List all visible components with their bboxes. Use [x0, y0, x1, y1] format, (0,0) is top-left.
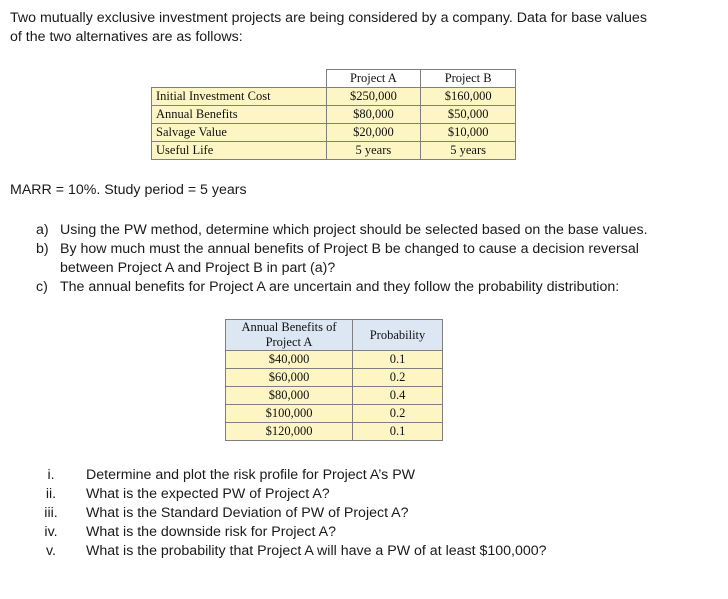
- header-benefits-line1: Annual Benefits of: [241, 320, 337, 334]
- subquestion-label: i.: [47, 467, 55, 483]
- project-data-table: [151, 69, 516, 160]
- cell-a: $250,000: [326, 88, 421, 106]
- prob-cell: 0.4: [353, 387, 443, 405]
- cell-a: 5 years: [326, 142, 421, 160]
- question-label: b): [36, 241, 49, 257]
- row-label: Initial Investment Cost: [152, 88, 327, 106]
- table-row: [226, 387, 443, 405]
- question-text: The annual benefits for Project A are uncertain and they follow the probability distribution:: [60, 279, 620, 295]
- prob-cell: 0.1: [353, 351, 443, 369]
- marr-statement: MARR = 10%. Study period = 5 years: [10, 182, 247, 198]
- header-annual-benefits: [226, 320, 353, 351]
- subquestion-i: [36, 466, 415, 485]
- subquestion-v: [36, 542, 547, 561]
- benefit-cell: $120,000: [226, 423, 353, 441]
- header-project-a: Project A: [326, 70, 421, 88]
- subquestion-iii: [36, 504, 409, 523]
- intro-line-1: Two mutually exclusive investment projects are being considered by a company. Data for base values: [10, 10, 647, 26]
- cell-b: $160,000: [421, 88, 516, 106]
- subquestion-label: iv.: [44, 524, 58, 540]
- question-text: By how much must the annual benefits of Project B be changed to cause a decision reversal: [60, 241, 639, 257]
- table-row: [152, 124, 516, 142]
- prob-cell: 0.2: [353, 369, 443, 387]
- question-a: [36, 221, 648, 240]
- prob-cell: 0.1: [353, 423, 443, 441]
- subquestion-iv: [36, 523, 336, 542]
- subquestion-ii: [36, 485, 330, 504]
- cell-a: $80,000: [326, 106, 421, 124]
- subquestion-text: What is the probability that Project A will have a PW of at least $100,000?: [86, 543, 547, 559]
- subquestion-text: What is the expected PW of Project A?: [86, 486, 330, 502]
- subquestion-label: v.: [46, 543, 56, 559]
- table-row: [226, 423, 443, 441]
- table-row: [226, 405, 443, 423]
- benefit-cell: $80,000: [226, 387, 353, 405]
- table-row: [152, 142, 516, 160]
- table-header-row: [226, 320, 443, 351]
- table-row: [152, 88, 516, 106]
- benefit-cell: $60,000: [226, 369, 353, 387]
- table-row: [226, 369, 443, 387]
- cell-a: $20,000: [326, 124, 421, 142]
- table-header-row: [152, 70, 516, 88]
- intro-line-2: of the two alternatives are as follows:: [10, 29, 243, 45]
- header-probability: Probability: [353, 320, 443, 351]
- subquestion-label: iii.: [44, 505, 58, 521]
- cell-b: $50,000: [421, 106, 516, 124]
- benefit-cell: $100,000: [226, 405, 353, 423]
- cell-b: 5 years: [421, 142, 516, 160]
- question-text-cont: between Project A and Project B in part (a)?: [60, 260, 336, 276]
- question-b: [36, 240, 639, 278]
- row-label: Salvage Value: [152, 124, 327, 142]
- question-label: c): [36, 279, 48, 295]
- cell-b: $10,000: [421, 124, 516, 142]
- table-header-blank: [152, 70, 327, 88]
- header-project-b: Project B: [421, 70, 516, 88]
- question-c: [36, 278, 619, 297]
- subquestion-text: Determine and plot the risk profile for Project A’s PW: [86, 467, 416, 483]
- row-label: Useful Life: [152, 142, 327, 160]
- intro-paragraph: [10, 9, 647, 47]
- prob-cell: 0.2: [353, 405, 443, 423]
- benefit-cell: $40,000: [226, 351, 353, 369]
- question-label: a): [36, 222, 49, 238]
- header-benefits-line2: Project A: [265, 335, 313, 349]
- subquestion-label: ii.: [45, 486, 57, 502]
- question-text: Using the PW method, determine which project should be selected based on the base values.: [60, 222, 648, 238]
- table-row: [226, 351, 443, 369]
- probability-table: [225, 319, 443, 441]
- subquestion-text: What is the Standard Deviation of PW of Project A?: [86, 505, 409, 521]
- row-label: Annual Benefits: [152, 106, 327, 124]
- subquestion-text: What is the downside risk for Project A?: [86, 524, 336, 540]
- table-row: [152, 106, 516, 124]
